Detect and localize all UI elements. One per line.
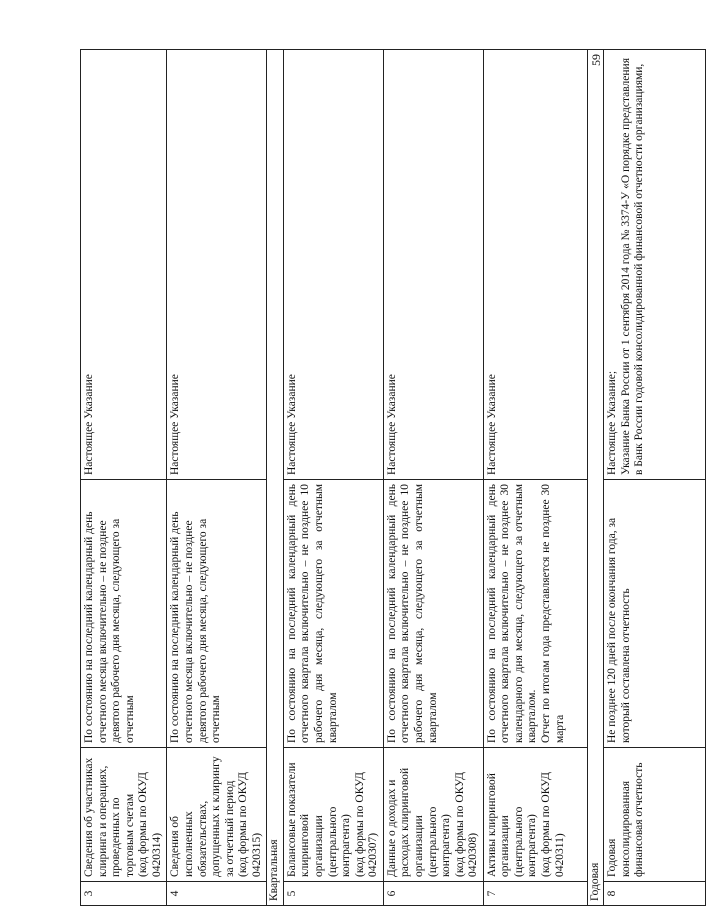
deadline: По состоянию на последний календарный день отчетного месяца включительно – не позднее девятого рабочего дня месяца, следующего за отчетным xyxy=(167,480,267,748)
form-name: Сведения об исполненных обязательствах, допущенных к клирингу за отчетный период (код формы по ОКУД 0420315) xyxy=(167,748,267,882)
section-label: Квартальная xyxy=(267,50,284,906)
rotated-table-container xyxy=(80,50,646,906)
form-name: Сведения об участниках клиринга и операциях, проведенных по торговым счетам (код формы по ОКУД 0420314) xyxy=(81,748,167,882)
section-row xyxy=(587,50,604,906)
row-number: 6 xyxy=(383,882,483,906)
row-number: 4 xyxy=(167,882,267,906)
deadline: По состоянию на последний календарный день отчетного квартала включительно – не позднее 30 календарного дня месяца, следующего за отчетным кварталом. Отчет по итогам года представляется не позднее 30 марта xyxy=(483,480,587,748)
deadline: По состоянию на последний календарный день отчетного квартала включительно – не позднее 10 рабочего дня месяца, следующего за отчетным кварталом xyxy=(383,480,483,748)
reporting-forms-table xyxy=(80,49,706,906)
form-name: Активы клиринговой организации (центрального контрагента) (код формы по ОКУД 0420311) xyxy=(483,748,587,882)
row-number: 8 xyxy=(604,882,706,906)
form-name: Данные о доходах и расходах клиринговой организации (центрального контрагента) (код формы по ОКУД 0420308) xyxy=(383,748,483,882)
legal-basis: Настоящее Указание; Указание Банка России от 1 сентября 2014 года № 3374-У «О порядке представления в Банк России годовой консолидированной финансовой отчетности организациями, xyxy=(604,50,706,480)
page-number: 59 xyxy=(589,54,603,66)
table-row xyxy=(383,50,483,906)
table-row xyxy=(483,50,587,906)
deadline: Не позднее 120 дней после окончания года, за который составлена отчетность xyxy=(604,480,706,748)
form-name: Годовая консолидированная финансовая отчетность xyxy=(604,748,706,882)
legal-basis: Настоящее Указание xyxy=(283,50,383,480)
row-number: 5 xyxy=(283,882,383,906)
row-number: 7 xyxy=(483,882,587,906)
table-row xyxy=(167,50,267,906)
table-row xyxy=(604,50,706,906)
form-name: Балансовые показатели клиринговой организации (центрального контрагента) (код формы по ОКУД 0420307) xyxy=(283,748,383,882)
section-row xyxy=(267,50,284,906)
legal-basis: Настоящее Указание xyxy=(81,50,167,480)
deadline: По состоянию на последний календарный день отчетного месяца включительно – не позднее девятого рабочего дня месяца, следующего за отчетным xyxy=(81,480,167,748)
legal-basis: Настоящее Указание xyxy=(167,50,267,480)
deadline: По состоянию на последний календарный день отчетного квартала включительно – не позднее 10 рабочего дня месяца, следующего за отчетным кварталом xyxy=(283,480,383,748)
row-number: 3 xyxy=(81,882,167,906)
legal-basis: Настоящее Указание xyxy=(383,50,483,480)
section-label: Годовая xyxy=(587,50,604,906)
table-row xyxy=(283,50,383,906)
legal-basis: Настоящее Указание xyxy=(483,50,587,480)
table-row xyxy=(81,50,167,906)
